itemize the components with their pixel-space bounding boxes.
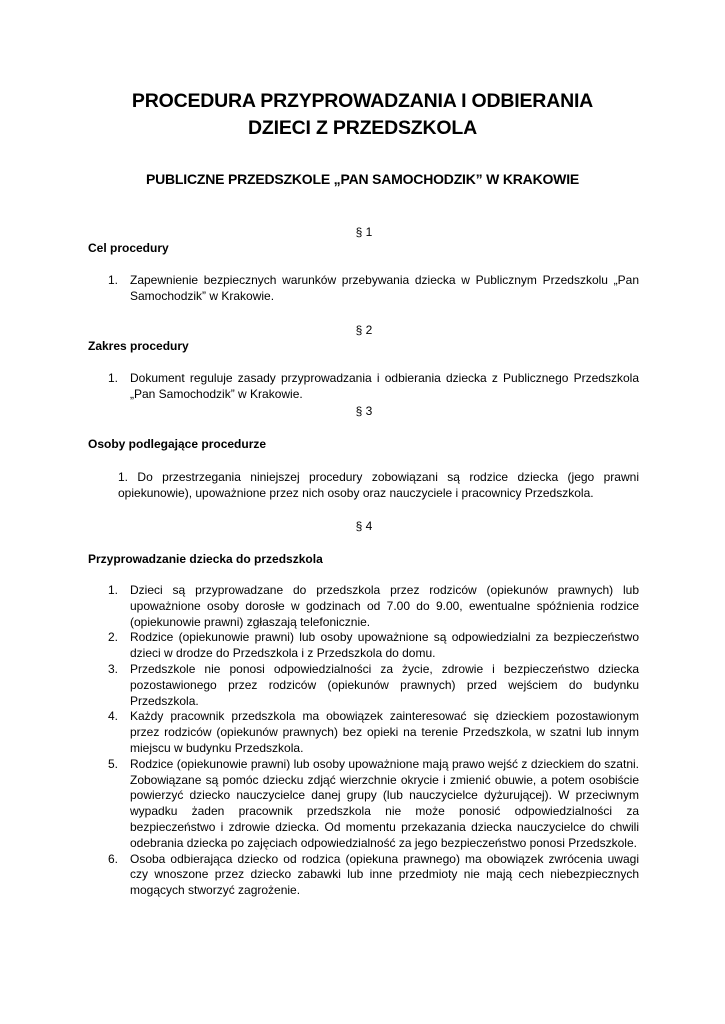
list-item [88,371,639,403]
title-line-1: PROCEDURA PRZYPROWADZANIA I ODBIERANIA [131,90,594,112]
section-1-mark: § 1 [355,225,373,239]
list-item-text: Rodzice (opiekunowie prawni) lub osoby upoważnione mają prawo wejść z dzieckiem do szatni. Zobowiązane są pomóc dziecku zdjąć wierzchnie okrycie i zmienić obuwie, a potem osobiście powierzyć dziecko nauczycielce danej grupy (lub nauczycielce dyżurującej). W przeciwnym wypadku żaden pracownik przedszkola nie może ponosić odpowiedzialności za bezpieczeństwo i zdrowie dziecka. Od momentu przekazania dziecka nauczycielce do chwili odebrania dziecka po zajęciach odpowiedzialność za jego bezpieczeństwo ponosi Przedszkole. [130,756,639,850]
list-item-text: Dokument reguluje zasady przyprowadzania i odbierania dziecka z Publicznego Przedszkola „Pan Samochodzik” w Krakowie. [130,371,639,401]
list-item-number: 1. [108,371,119,385]
section-4-heading: Przyprowadzanie dziecka do przedszkola [88,552,323,566]
list-item-text: Każdy pracownik przedszkola ma obowiązek zainteresować się dzieckiem pozostawionym przez rodziców (opiekunów prawnych) bez opieki na terenie Przedszkola, w szatni lub innym miejscu w budynku Przedszkola. [130,709,639,755]
section-3-heading: Osoby podlegające procedurze [88,437,267,451]
section-3-mark: § 3 [355,404,373,418]
document-title [60,88,665,142]
document-subtitle: PUBLICZNE PRZEDSZKOLE „PAN SAMOCHODZIK” W KRAKOWIE [145,171,580,187]
list-item-number: 2. [108,630,119,645]
list-item-number: 6. [108,851,119,866]
title-line-2: DZIECI Z PRZEDSZKOLA [248,117,477,139]
section-2-heading: Zakres procedury [88,339,189,353]
list-item-number: 4. [108,709,119,724]
list-item-number: 1. [108,273,119,287]
list-item-number: 3. [108,661,119,676]
list-item [88,662,639,709]
list-item-text: Rodzice (opiekunowie prawni) lub osoby upoważnione są odpowiedzialni za bezpieczeństwo dzieci w drodze do Przedszkola i z Przedszkola do domu. [130,630,639,661]
list-item [88,583,639,630]
list-item-text: Dzieci są przyprowadzane do przedszkola przez rodziców (opiekunów prawnych) lub upoważnione osoby dorosłe w godzinach od 7.00 do 9.00, ewentualne spóźnienia rodzice (opiekunowie prawni) zgłaszają telefonicznie. [130,583,639,629]
list-item-text: Zapewnienie bezpiecznych warunków przebywania dziecka w Publicznym Przedszkolu „Pan Samochodzik” w Krakowie. [130,273,639,303]
list-item-number: 5. [108,756,119,771]
section-2-mark: § 2 [355,323,373,337]
list-item [88,757,639,852]
list-item-text: Osoba odbierająca dziecko od rodzica (opiekuna prawnego) ma obowiązek zwrócenia uwagi czy wnoszone przez dziecko zabawki lub inne przedmioty nie mają cech niebezpiecznych mogących stworzyć zagrożenie. [130,851,639,898]
section-3-paragraph: 1. Do przestrzegania niniejszej procedury zobowiązani są rodzice dziecka (jego prawni opiekunowie), upoważnione przez nich osoby oraz nauczyciele i pracownicy Przedszkola. [118,470,639,500]
section-2-list [88,371,639,403]
section-4-list [88,583,639,899]
list-item [88,630,639,662]
list-item-text: Przedszkole nie ponosi odpowiedzialności za życie, zdrowie i bezpieczeństwo dziecka pozostawionego przez rodziców (opiekunów prawnych) przed wejściem do budynku Przedszkola. [130,661,639,708]
section-1-list [88,273,639,305]
section-1-heading: Cel procedury [88,241,169,255]
section-4-mark: § 4 [355,519,373,533]
list-item [88,273,639,305]
list-item [88,709,639,756]
list-item-number: 1. [108,583,119,597]
list-item [88,852,639,899]
